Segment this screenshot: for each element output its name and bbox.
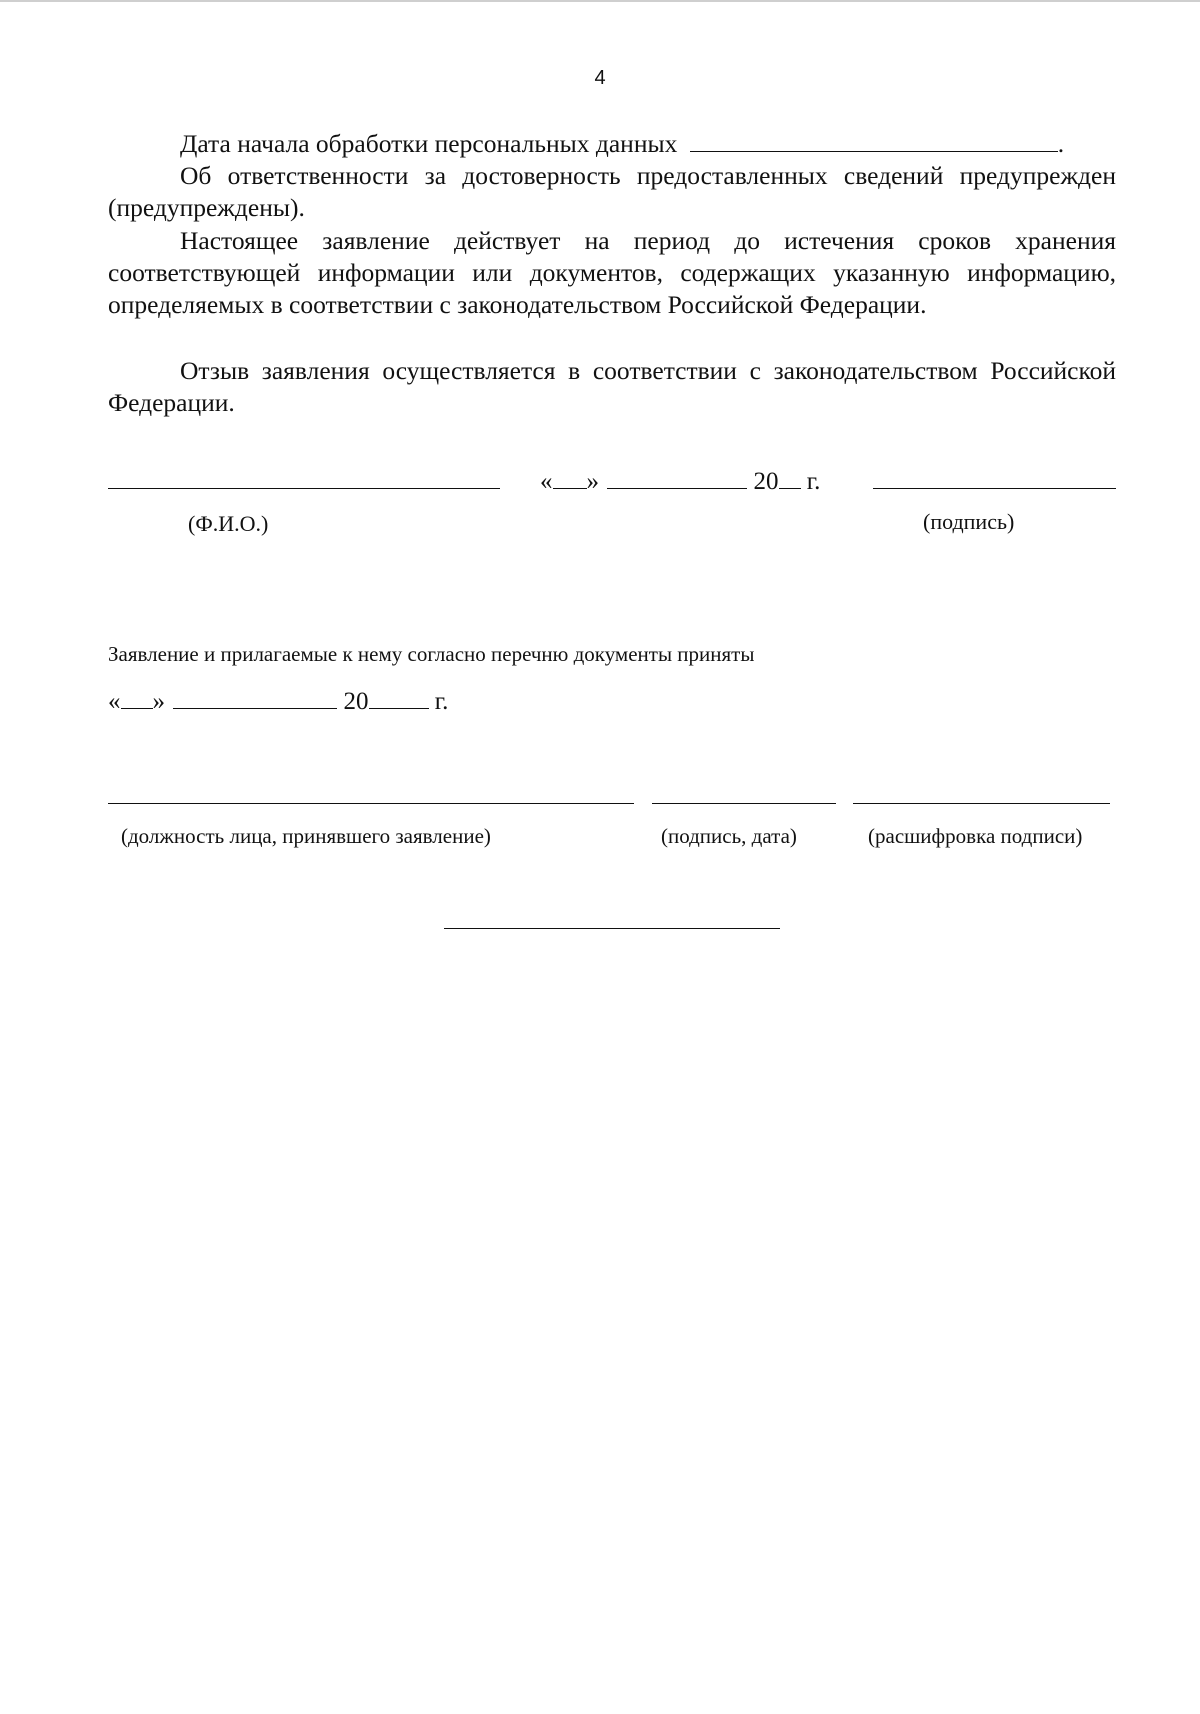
applicant-date-quote-close: » [586,468,599,495]
acceptance-date [108,686,448,716]
acceptance-statement: Заявление и прилагаемые к нему согласно перечню документы приняты [108,642,755,666]
fio-field-line[interactable] [108,488,500,489]
acceptance-date-quote-open: « [108,688,121,715]
position-field-line[interactable] [108,803,634,804]
processing-start-date-field[interactable] [690,129,1058,152]
acceptance-day-field[interactable] [121,686,153,709]
scan-top-edge [0,0,1200,2]
signature-date-label: (подпись, дата) [661,824,797,848]
fio-label: (Ф.И.О.) [188,511,269,536]
withdrawal-paragraph [108,355,1116,419]
signature-date-field-line[interactable] [652,803,836,804]
applicant-date [540,466,820,496]
applicant-day-field[interactable] [553,466,587,489]
withdrawal-text: Отзыв заявления осуществляется в соответствии с законодательством Российской Федерации. [108,356,1116,417]
signature-label: (подпись) [923,509,1015,534]
processing-start-period: . [1057,129,1065,158]
acceptance-date-quote-close: » [152,688,165,715]
responsibility-text: Об ответственности за достоверность предоставленных сведений предупрежден (предупреждены). [108,161,1116,222]
processing-start-line [108,128,1064,160]
applicant-year-suffix: г. [806,468,821,495]
decoding-field-line[interactable] [853,803,1110,804]
acceptance-month-field[interactable] [173,686,337,709]
acceptance-year-suffix: г. [434,688,449,715]
acceptance-year-field[interactable] [369,686,429,709]
applicant-year-prefix: 20 [753,468,779,495]
decoding-label: (расшифровка подписи) [868,824,1083,848]
validity-paragraph [108,225,1116,321]
position-label: (должность лица, принявшего заявление) [121,824,491,848]
acceptance-year-prefix: 20 [343,688,369,715]
applicant-signature-line[interactable] [873,488,1116,489]
applicant-date-quote-open: « [540,468,553,495]
validity-text: Настоящее заявление действует на период до истечения сроков хранения соответствующей информации или документов, содержащих указанную информацию, определяемых в соответствии с законодательством Российской Федерации. [108,226,1116,319]
page-number: 4 [594,67,606,89]
responsibility-paragraph [108,160,1116,224]
processing-start-label: Дата начала обработки персональных данных [180,129,678,158]
closing-separator [444,928,780,929]
applicant-year-field[interactable] [779,466,801,489]
applicant-month-field[interactable] [607,466,747,489]
